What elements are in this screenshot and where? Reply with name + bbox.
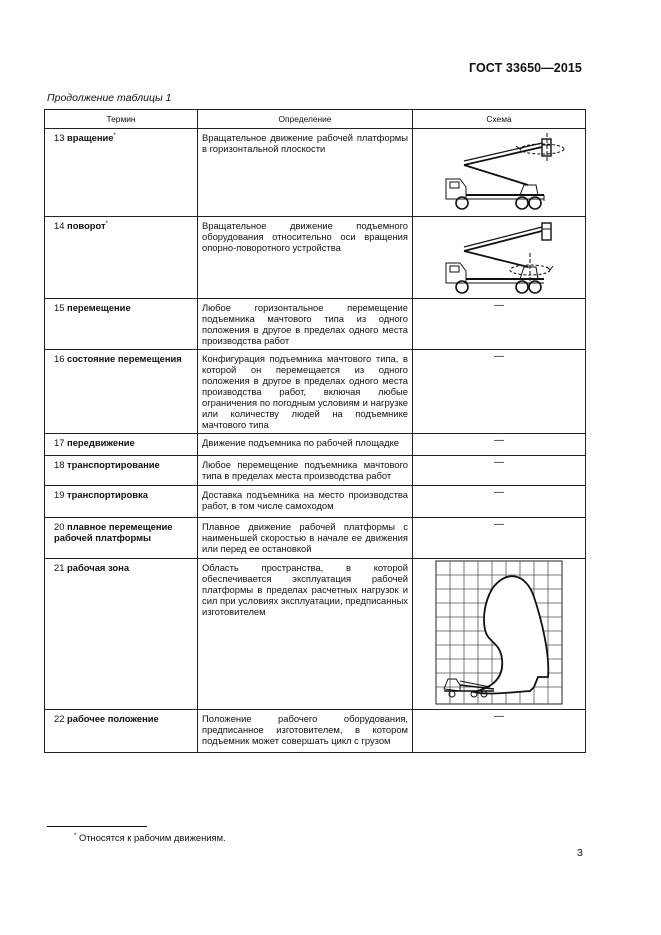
table-row [45,299,586,350]
footnote-mark: * [105,221,108,227]
term-name: рабочее положение [67,713,159,724]
term-number: 22 [54,713,65,724]
schema-dash: — [494,435,504,446]
term-name: транспортирование [67,459,160,470]
term-number: 16 [54,353,65,364]
table-row [45,518,586,559]
table-row [45,710,586,753]
definition-cell: Вращательное движение подъемного оборудования относительно оси вращения опорно-поворотного устройства [198,217,413,299]
table-row [45,456,586,486]
term-number: 18 [54,459,65,470]
term-name: поворот [67,220,106,231]
table-caption: Продолжение таблицы 1 [47,92,172,104]
term-cell [45,299,198,350]
table-row [45,217,586,299]
term-cell [45,217,198,299]
definition-cell: Движение подъемника по рабочей площадке [198,434,413,456]
schema-cell [413,350,586,434]
definition-cell: Плавное движение рабочей платформы с наименьшей скоростью в начале ее движения или перед ее остановкой [198,518,413,559]
term-number: 17 [54,437,65,448]
schema-cell [413,434,586,456]
term-name: перемещение [67,302,131,313]
schema-cell [413,456,586,486]
schema-cell [413,486,586,518]
table-header-row [45,110,586,129]
schema-dash: — [494,519,504,530]
term-name: плавное перемещение рабочей платформы [54,521,173,543]
table-row [45,486,586,518]
term-cell [45,129,198,217]
schema-cell [413,299,586,350]
table-row [45,559,586,710]
schema-cell [413,129,586,217]
term-cell [45,486,198,518]
term-number: 14 [54,220,65,231]
term-name: передвижение [67,437,135,448]
schema-dash: — [494,300,504,311]
page-number: 3 [577,847,583,859]
term-number: 15 [54,302,65,313]
footnote [74,832,226,843]
definition-cell: Любое горизонтальное перемещение подъемника мачтового типа из одного положения в другое в пределах одного места производства работ [198,299,413,350]
term-cell [45,710,198,753]
column-header-definition: Определение [198,110,413,129]
terms-table [44,109,586,753]
column-header-term: Термин [45,110,198,129]
definition-cell: Область пространства, в которой обеспечивается эксплуатация рабочей платформы в пределах расчетных нагрузок и сил при условиях эксплуатации, предписанных изготовителем [198,559,413,710]
schema-cell [413,559,586,710]
table-row [45,129,586,217]
platform-rotation-diagram [424,129,574,213]
footnote-mark: * [113,133,116,139]
table-row [45,434,586,456]
schema-dash: — [494,457,504,468]
term-cell [45,456,198,486]
footnote-text: Относятся к рабочим движениям. [78,832,226,843]
term-name: транспортировка [67,489,148,500]
schema-cell [413,710,586,753]
term-number: 19 [54,489,65,500]
term-cell [45,350,198,434]
term-cell [45,434,198,456]
term-number: 13 [54,132,65,143]
schema-dash: — [494,351,504,362]
schema-dash: — [494,487,504,498]
definition-cell: Положение рабочего оборудования, предписанное изготовителем, в котором подъемник может совершать цикл с грузом [198,710,413,753]
table-row [45,350,586,434]
column-header-schema: Схема [413,110,586,129]
definition-cell: Конфигурация подъемника мачтового типа, в которой он перемещается из одного положения в другое в пределах одного места производства работ, включая любые ограничения по погодным условиям и нагрузке или количеству людей на подъемнике мачтового типа [198,350,413,434]
term-number: 20 [54,521,65,532]
turret-rotation-diagram [424,217,574,295]
term-name: состояние перемещения [67,353,182,364]
term-cell [45,559,198,710]
footnote-separator [47,826,147,827]
standard-number: ГОСТ 33650—2015 [468,61,582,75]
footnote-mark: * [74,833,77,839]
definition-cell: Доставка подъемника на место производства работ, в том числе самоходом [198,486,413,518]
term-name: вращение [67,132,114,143]
term-number: 21 [54,562,65,573]
schema-cell [413,518,586,559]
working-zone-diagram [434,559,564,706]
term-cell [45,518,198,559]
definition-cell: Любое перемещение подъемника мачтового типа в пределах места производства работ [198,456,413,486]
schema-cell [413,217,586,299]
schema-dash: — [494,711,504,722]
term-name: рабочая зона [67,562,130,573]
definition-cell: Вращательное движение рабочей платформы в горизонтальной плоскости [198,129,413,217]
